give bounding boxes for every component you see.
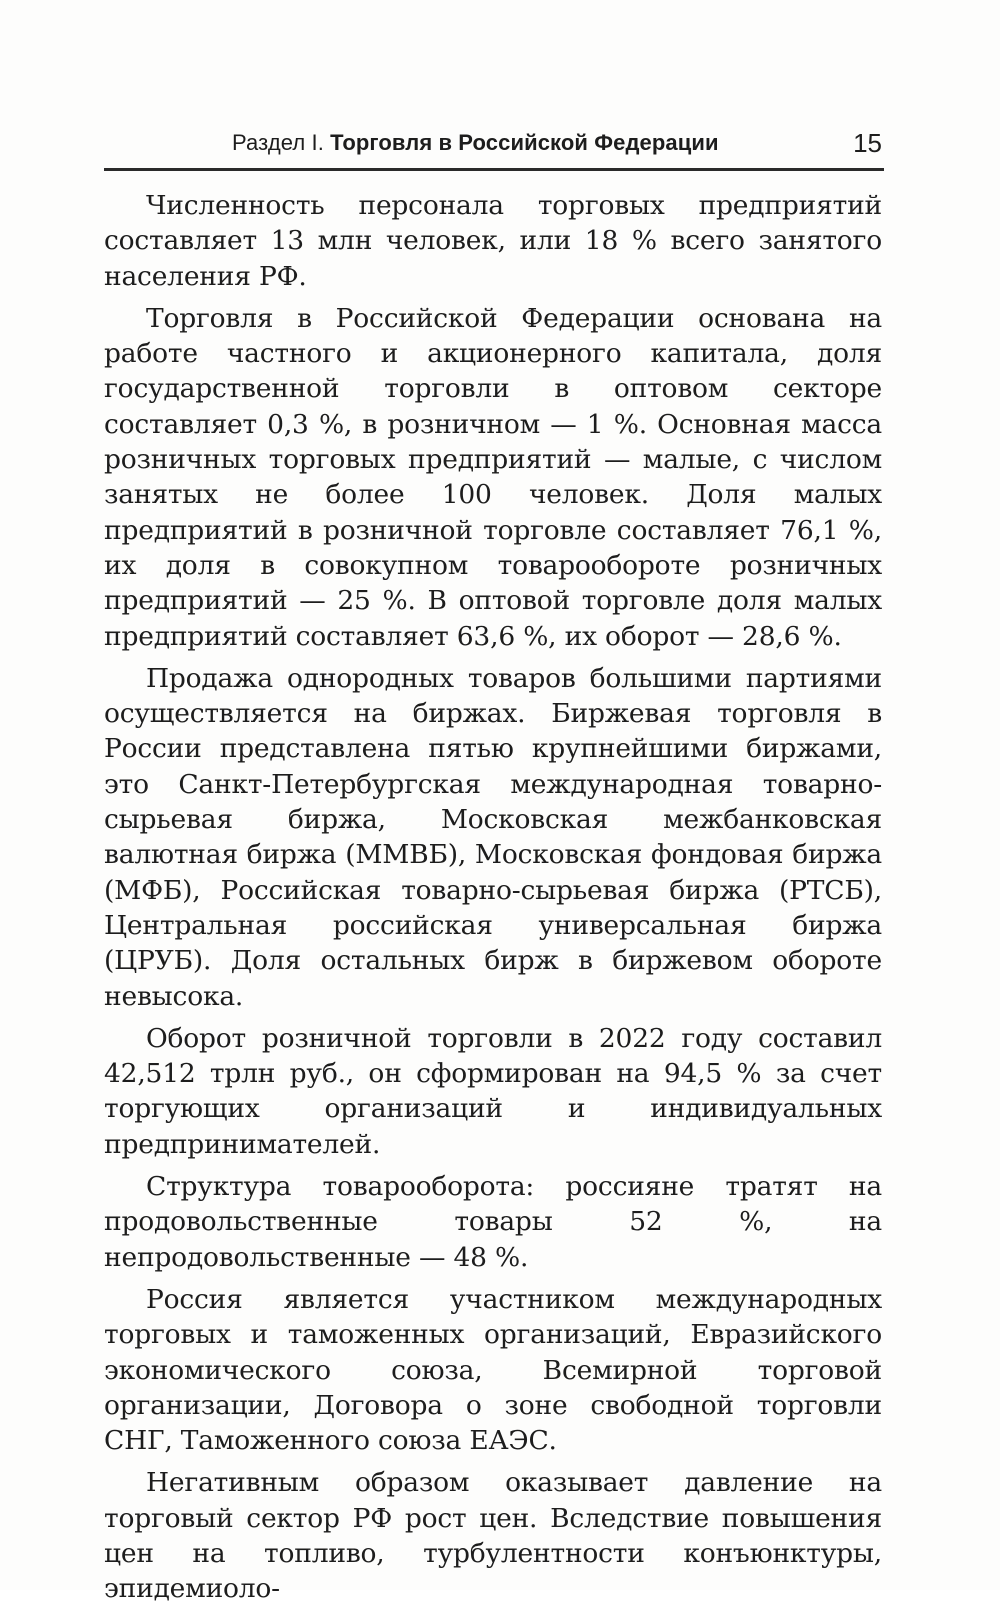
paragraph-ownership: Торговля в Российской Федерации основана на работе частного и акционерного капитала, доля государственной торговли в оптовом секторе составляет 0,3 %, в розничном — 1 %. Основная масса розничных торговых предприятий — малые, с числом занятых не более 100 человек. Доля малых предприятий в розничной торговле составляет 76,1 %, их доля в совокупном товарообороте розничных предприятий — 25 %. В оптовой торговле доля малых предприятий составляет 63,6 %, их оборот — 28,6 %. <box>104 302 882 652</box>
paragraph-staff: Численность персонала торговых предприятий составляет 13 млн человек, или 18 % всего занятого населения РФ. <box>104 190 882 292</box>
paragraph-exchanges: Продажа однородных товаров большими партиями осуществляется на биржах. Биржевая торговля в России представлена пятью крупнейшими биржами, это Санкт-Петербургская международная товарно-сырьевая биржа, Московская межбанковская валютная биржа (ММВБ), Московская фондовая биржа (МФБ), Российская товарно-сырьевая биржа (РТСБ), Центральная российская универсальная биржа (ЦРУБ). Доля остальных бирж в биржевом обороте невысока. <box>104 662 882 1012</box>
header-title <box>232 130 719 156</box>
paragraph-prices: Негативным образом оказывает давление на торговый сектор РФ рост цен. Вследствие повышения цен на топливо, турбулентности конъюнктуры, эпидемиоло- <box>104 1467 882 1605</box>
paragraph-retail-turnover: Оборот розничной торговли в 2022 году составил 42,512 трлн руб., он сформирован на 94,5 % за счет торгующих организаций и индивидуальных предпринимателей. <box>104 1022 882 1160</box>
header-section: Раздел I. <box>232 130 331 155</box>
header-chapter-title: Торговля в Российской Федерации <box>330 130 719 155</box>
paragraph-membership: Россия является участником международных торговых и таможенных организаций, Евразийского экономического союза, Всемирной торговой организации, Договора о зоне свободной торговли СНГ, Таможенного союза ЕАЭС. <box>104 1283 882 1457</box>
body-text <box>104 188 882 1614</box>
paragraph-structure: Структура товарооборота: россияне тратят на продовольственные товары 52 %, на непродовольственные — 48 %. <box>104 1171 882 1273</box>
page-number: 15 <box>853 128 882 158</box>
running-header <box>104 120 884 171</box>
